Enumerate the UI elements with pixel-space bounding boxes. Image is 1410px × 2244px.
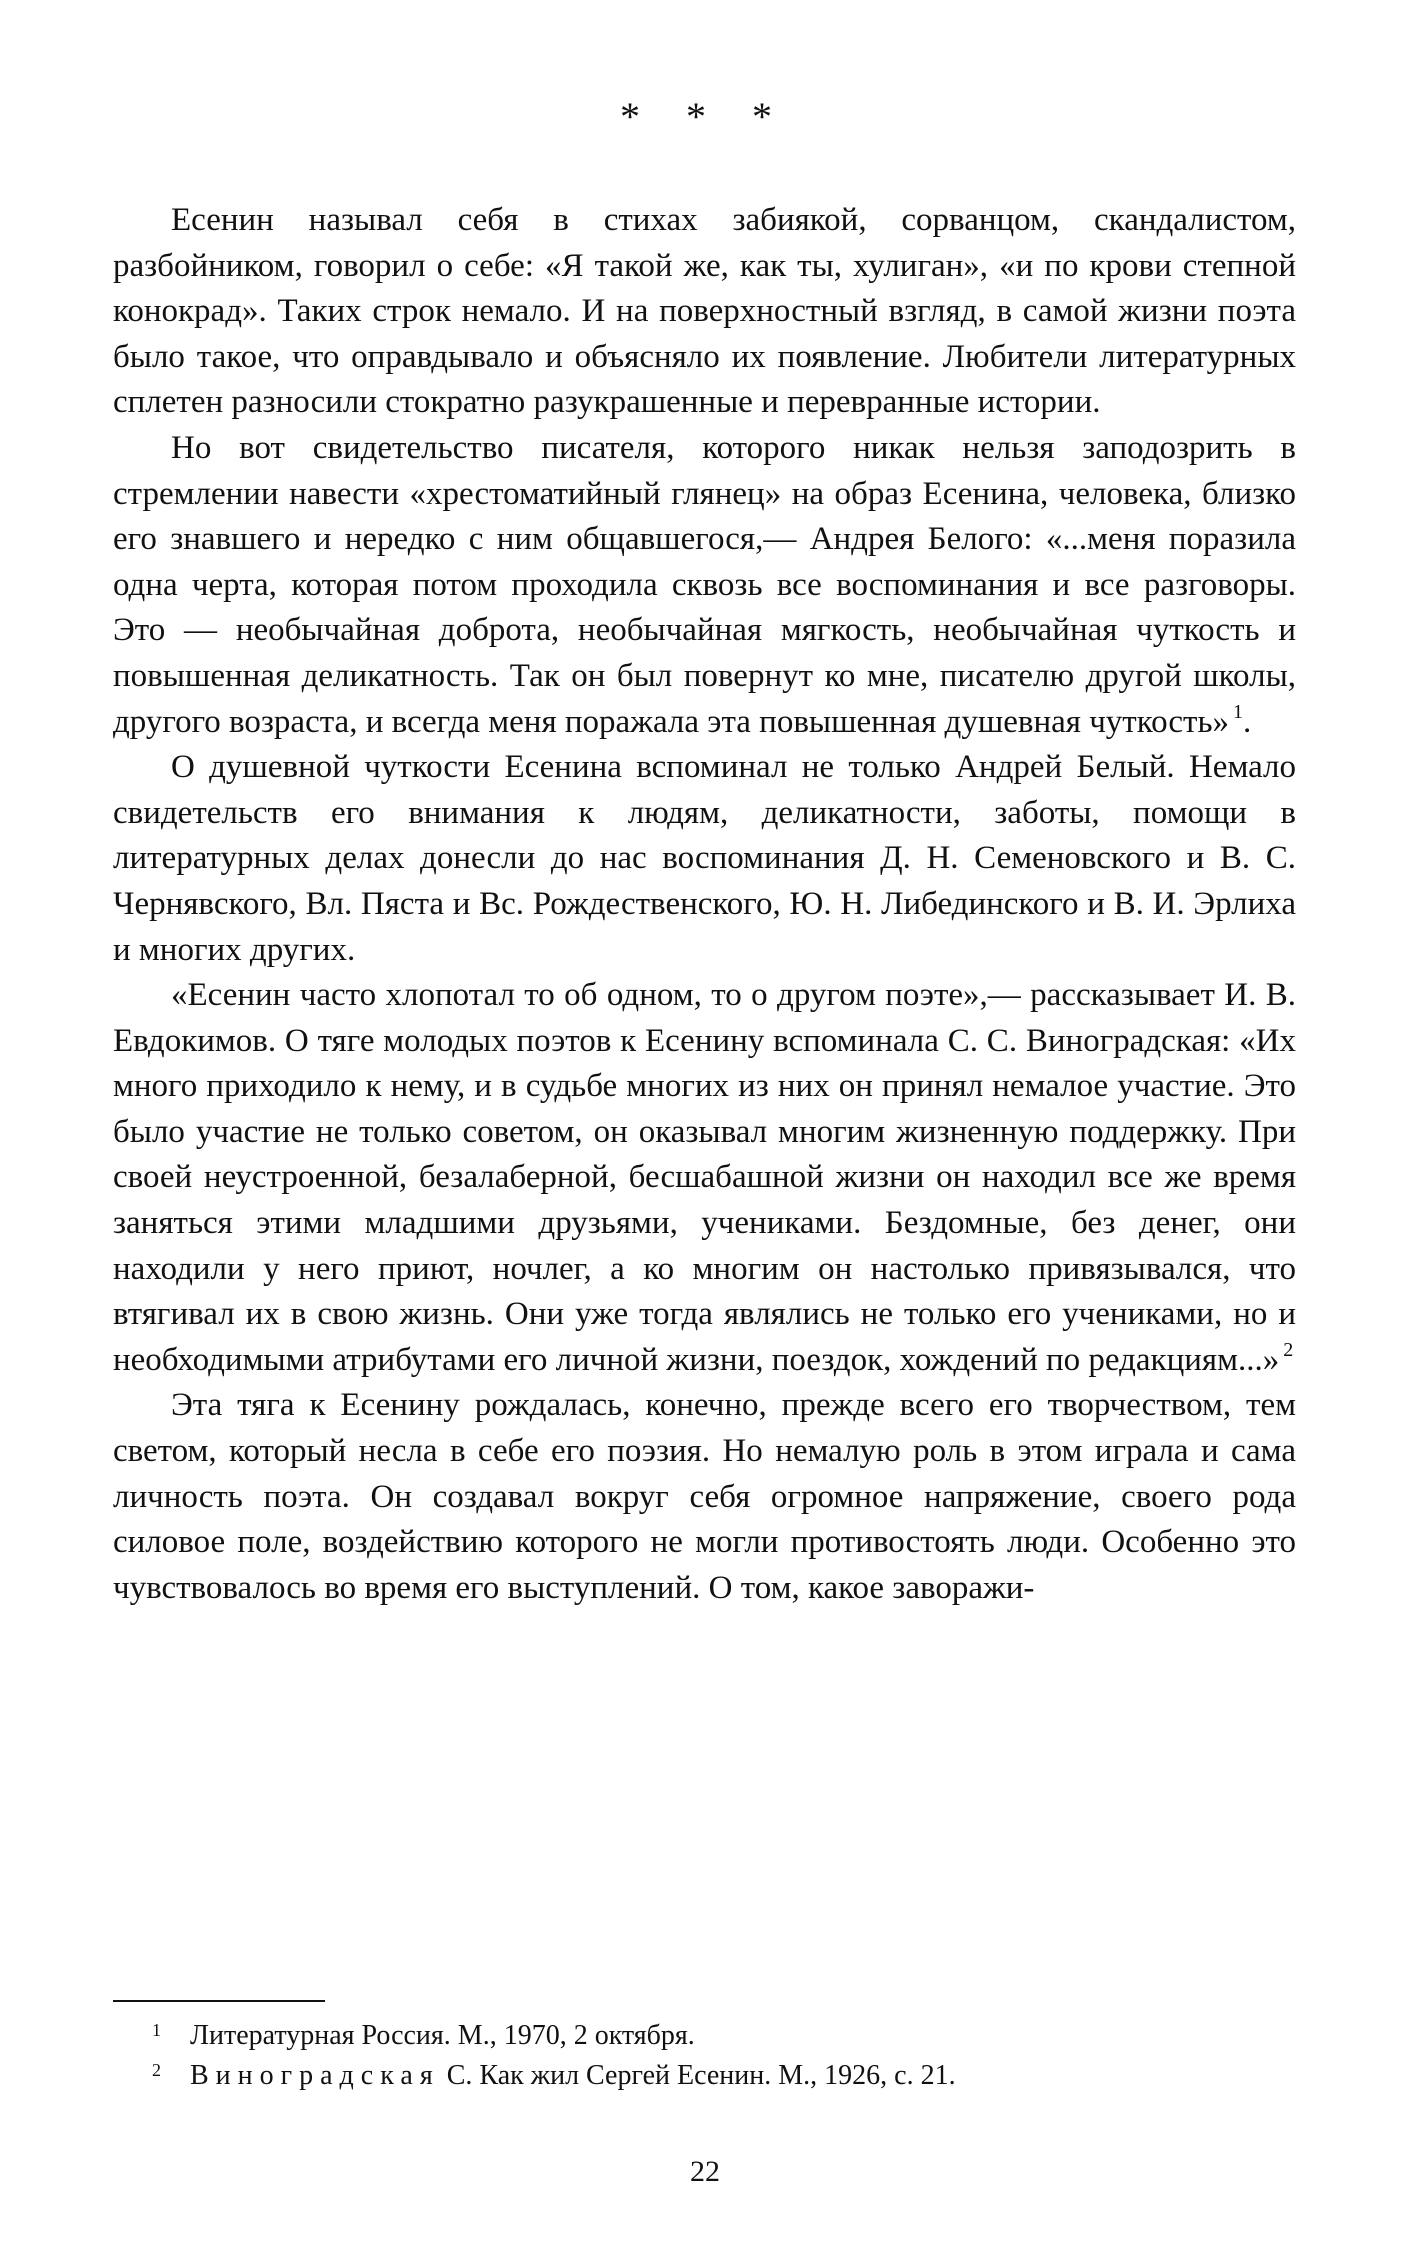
footnote-author: Виноградская [190,2060,440,2091]
footnotes [152,2016,1302,2096]
paragraph [113,973,1296,1383]
main-text [113,198,1296,1611]
page-number: 22 [690,2155,720,2188]
footnote-text: Литературная Россия. М., 1970, 2 октября. [190,2020,695,2051]
paragraph-tail: . [1243,703,1252,740]
footnote-number: 2 [152,2060,161,2080]
paragraph-text: О душевной чуткости Есенина вспоминал не только Андрей Белый. Немало свидетельств его внимания к людям, деликатности, заботы, помощи в литературных делах донесли до нас воспоминания Д. Н. Семеновского и В. С. Чернявского, Вл. Пяста и Вс. Рождественского, Ю. Н. Либединского и В. И. Эрлиха и многих других. [113,749,1296,968]
paragraph [113,745,1296,973]
section-separator: * * * [620,94,790,139]
footnote-reference: 1 [1233,700,1244,723]
paragraph-text: Но вот свидетельство писателя, которого никак нельзя заподозрить в стремлении навести «хрестоматийный глянец» на образ Есенина, человека, близко его знавшего и нередко с ним общавшегося,— Андрея Белого: «...меня поразила одна черта, которая потом проходила сквозь все воспоминания и все разговоры. Это — необычайная доброта, необычайная мягкость, необычайная чуткость и повышенная деликатность. Так он был повернут ко мне, писателю другой школы, другого возраста, и всегда меня поражала эта повышенная душевная чуткость» [113,429,1296,740]
paragraph [113,426,1296,745]
footnote-reference: 2 [1283,1338,1294,1361]
footnote-divider [113,2000,325,2002]
paragraph [113,198,1296,426]
footnote [152,2056,1302,2096]
paragraph-text: «Есенин часто хлопотал то об одном, то о другом поэте»,— рассказывает И. В. Евдокимов. О тяге молодых поэтов к Есенину вспоминала С. С. Виноградская: «Их много приходило к нему, и в судьбе многих из них он принял немалое участие. Это было участие не только советом, он оказывал многим жизненную поддержку. При своей неустроенной, безалаберной, бесшабашной жизни он находил все же время заняться этими младшими друзьями, учениками. Бездомные, без денег, они находили у него приют, ночлег, а ко многим он настолько привязывался, что втягивал их в свою жизнь. Они уже тогда являлись не только его учениками, но и необходимыми атрибутами его личной жизни, поездок, хождений по редакциям...» [113,977,1296,1378]
paragraph-text: Есенин называл себя в стихах забиякой, сорванцом, скандалистом, разбойником, говорил о себе: «Я такой же, как ты, хулиган», «и по крови степной конокрад». Таких строк немало. И на поверхностный взгляд, в самой жизни поэта было такое, что оправдывало и объясняло их появление. Любители литературных сплетен разносили стократно разукрашенные и перевранные истории. [113,202,1296,421]
paragraph [113,1383,1296,1611]
footnote-text: С. Как жил Сергей Есенин. М., 1926, с. 21. [439,2060,956,2091]
paragraph-text: Эта тяга к Есенину рождалась, конечно, прежде всего его творчеством, тем светом, который несла в себе его поэзия. Но немалую роль в этом играла и сама личность поэта. Он создавал вокруг себя огромное напряжение, своего рода силовое поле, воздействию которого не могли противостоять люди. Особенно это чувствовалось во время его выступлений. О том, какое заворажи- [113,1387,1296,1606]
footnote-number: 1 [152,2020,161,2040]
footnote [152,2016,1302,2056]
